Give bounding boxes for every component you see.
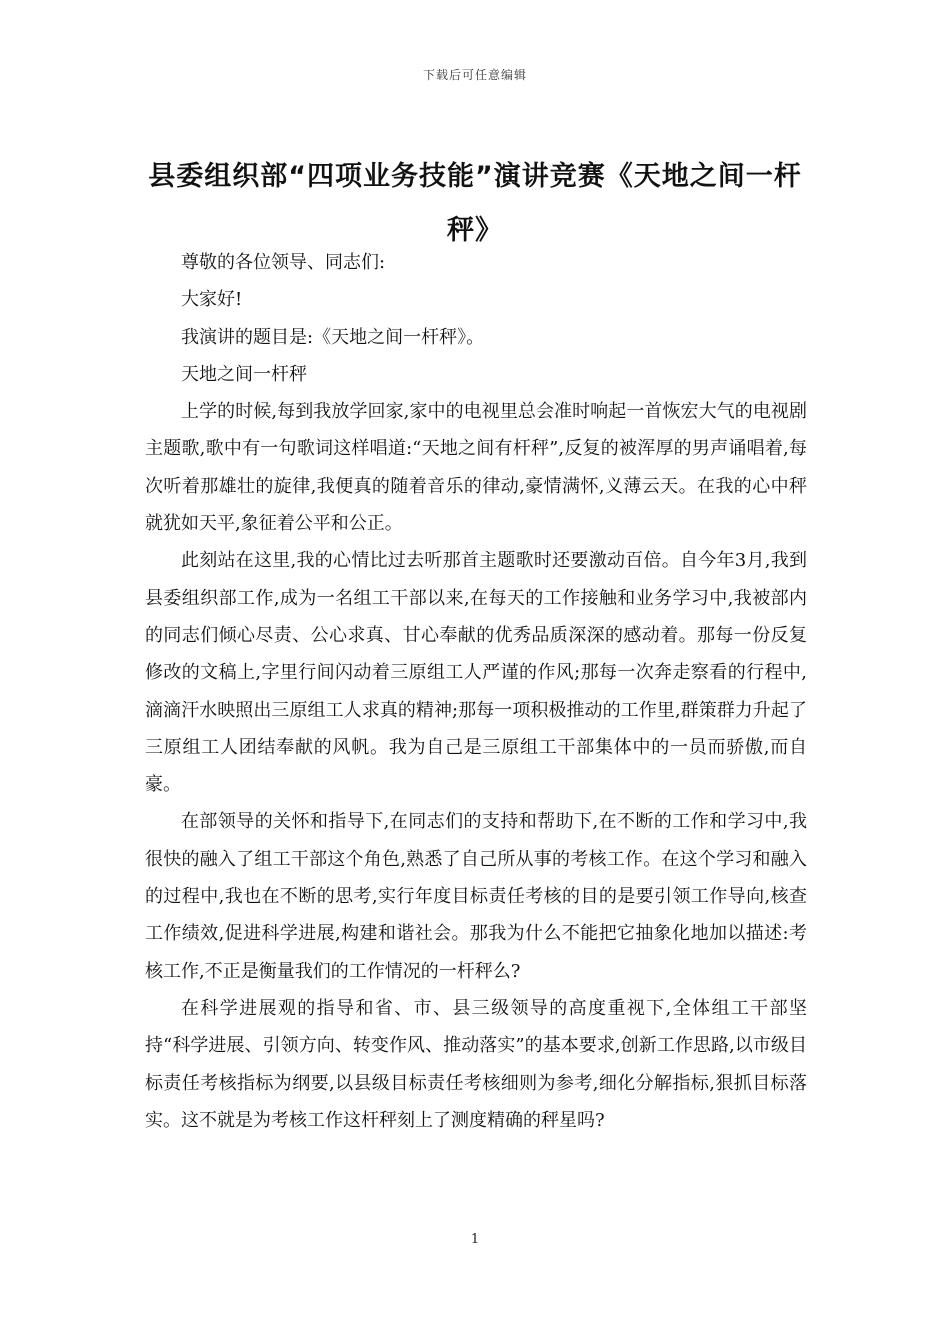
salutation: 尊敬的各位领导、同志们: xyxy=(181,252,386,273)
body-paragraph: 在科学进展观的指导和省、市、县三级领导的高度重视下,全体组工干部坚持“科学进展、引领方向、转变作风、推动落实”的基本要求,创新工作思路,以市级目标责任考核指标为纲要,以县级目标责任考核细则为参考,细化分解指标,狠抓目标落实。这不就是为考核工作这杆秤刻上了测度精确的秤星吗? xyxy=(145,997,807,1131)
greeting: 大家好! xyxy=(181,289,243,311)
speech-topic-line: 我演讲的题目是:《天地之间一杆秤》。 xyxy=(181,326,485,348)
document-title: 县委组织部“四项业务技能”演讲竞赛《天地之间一杆秤》 xyxy=(148,161,802,246)
body-paragraph: 在部领导的关怀和指导下,在同志们的支持和帮助下,在不断的工作和学习中,我很快的融入了组工干部这个角色,熟悉了自己所从事的考核工作。在这个学习和融入的过程中,我也在不断的思考,实行年度目标责任考核的目的是要引领工作导向,核查工作绩效,促进科学进展,构建和谐社会。那我为什么不能把它抽象化地加以描述:考核工作,不正是衡量我们的工作情况的一杆秤么? xyxy=(145,811,807,982)
document-body xyxy=(145,244,807,1139)
body-paragraph: 此刻站在这里,我的心情比过去听那首主题歌时还要激动百倍。自今年3月,我到县委组织部工作,成为一名组工干部以来,在每天的工作接触和业务学习中,我被部内的同志们倾心尽责、公心求真、甘心奉献的优秀品质深深的感动着。那每一份反复修改的文稿上,字里行间闪动着三原组工人严谨的作风;那每一次奔走察看的行程中,滴滴汗水映照出三原组工人求真的精神;那每一项积极推动的工作里,群策群力升起了三原组工人团结奉献的风帆。我为自己是三原组工干部集体中的一员而骄傲,而自豪。 xyxy=(145,550,807,796)
page-number: 1 xyxy=(470,1232,480,1247)
body-paragraph: 上学的时候,每到我放学回家,家中的电视里总会准时响起一首恢宏大气的电视剧主题歌,歌中有一句歌词这样唱道:“天地之间有杆秤”,反复的被浑厚的男声诵唱着,每次听着那雄壮的旋律,我便真的随着音乐的律动,豪情满怀,义薄云天。在我的心中秤就犹如天平,象征着公平和公正。 xyxy=(145,401,807,535)
section-heading: 天地之间一杆秤 xyxy=(181,363,307,385)
header-note: 下载后可任意编辑 xyxy=(422,68,527,82)
